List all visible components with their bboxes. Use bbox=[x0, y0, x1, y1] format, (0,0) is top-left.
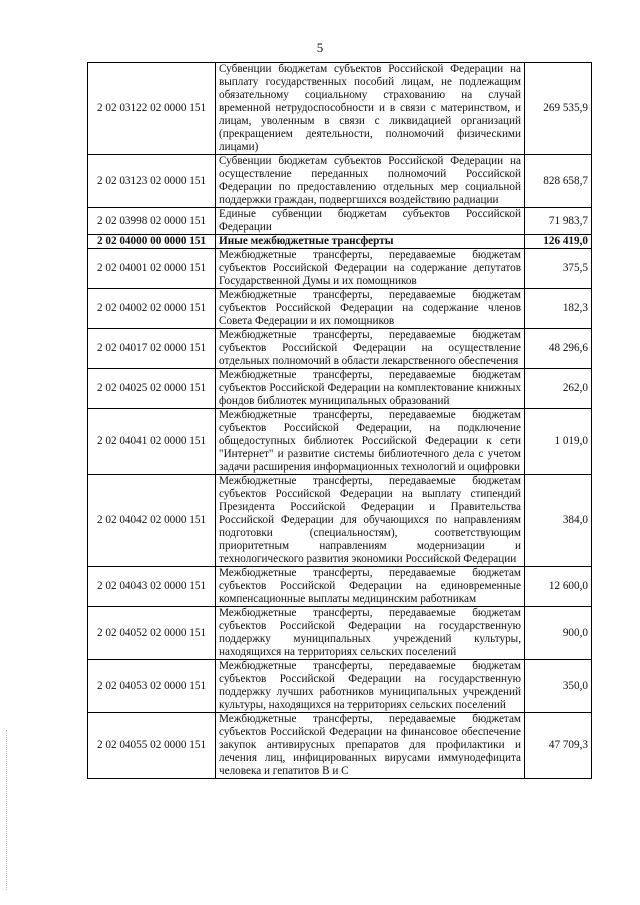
budget-revenue-table bbox=[87, 62, 592, 779]
amount-cell: 350,0 bbox=[525, 660, 592, 713]
budget-code-cell: 2 02 04042 02 0000 151 bbox=[88, 475, 216, 567]
table-row bbox=[88, 475, 592, 567]
budget-code-cell: 2 02 04001 02 0000 151 bbox=[88, 249, 216, 289]
description-cell: Межбюджетные трансферты, передаваемые бюджетам субъектов Российской Федерации на единовременные компенсационные выплаты медицинским работникам bbox=[216, 567, 525, 607]
table-row bbox=[88, 369, 592, 409]
page-number: 5 bbox=[316, 40, 324, 55]
amount-cell: 269 535,9 bbox=[525, 63, 592, 155]
table-row bbox=[88, 208, 592, 235]
table-row bbox=[88, 660, 592, 713]
table-row bbox=[88, 289, 592, 329]
table-row bbox=[88, 235, 592, 249]
description-cell: Единые субвенции бюджетам субъектов Российской Федерации bbox=[216, 208, 525, 235]
description-cell: Субвенции бюджетам субъектов Российской Федерации на осуществление переданных полномочий Российской Федерации по предоставлению отдельных мер социальной поддержки граждан, подвергшихся воздействию радиации bbox=[216, 155, 525, 208]
description-cell: Межбюджетные трансферты, передаваемые бюджетам субъектов Российской Федерации на финансовое обеспечение закупок антивирусных препаратов для профилактики и лечения лиц, инфицированных вирусами иммунодефицита человека и гепатитов В и С bbox=[216, 713, 525, 779]
budget-code-cell: 2 02 04000 00 0000 151 bbox=[88, 235, 216, 249]
table-row bbox=[88, 155, 592, 208]
table-row bbox=[88, 713, 592, 779]
budget-code-cell: 2 02 03998 02 0000 151 bbox=[88, 208, 216, 235]
amount-cell: 48 296,6 bbox=[525, 329, 592, 369]
table-row bbox=[88, 409, 592, 475]
budget-code-cell: 2 02 03123 02 0000 151 bbox=[88, 155, 216, 208]
description-cell: Межбюджетные трансферты, передаваемые бюджетам субъектов Российской Федерации на осуществление отдельных полномочий в области лекарственного обеспечения bbox=[216, 329, 525, 369]
amount-cell: 828 658,7 bbox=[525, 155, 592, 208]
table-row bbox=[88, 63, 592, 155]
budget-code-cell: 2 02 03122 02 0000 151 bbox=[88, 63, 216, 155]
description-cell: Межбюджетные трансферты, передаваемые бюджетам субъектов Российской Федерации на выплату стипендий Президента Российской Федерации и Правительства Российской Федерации для обучающихся по направлениям подготовки (специальностям), соответствующим приоритетным направлениям модернизации и технологического развития экономики Российской Федерации bbox=[216, 475, 525, 567]
amount-cell: 12 600,0 bbox=[525, 567, 592, 607]
table-row bbox=[88, 607, 592, 660]
budget-code-cell: 2 02 04052 02 0000 151 bbox=[88, 607, 216, 660]
amount-cell: 126 419,0 bbox=[525, 235, 592, 249]
amount-cell: 262,0 bbox=[525, 369, 592, 409]
table-row bbox=[88, 329, 592, 369]
amount-cell: 71 983,7 bbox=[525, 208, 592, 235]
budget-code-cell: 2 02 04002 02 0000 151 bbox=[88, 289, 216, 329]
description-cell: Межбюджетные трансферты, передаваемые бюджетам субъектов Российской Федерации на комплектование книжных фондов библиотек муниципальных образований bbox=[216, 369, 525, 409]
description-cell: Межбюджетные трансферты, передаваемые бюджетам субъектов Российской Федерации на государственную поддержку лучших работников муниципальных учреждений культуры, находящихся на территориях сельских поселений bbox=[216, 660, 525, 713]
amount-cell: 384,0 bbox=[525, 475, 592, 567]
description-cell: Межбюджетные трансферты, передаваемые бюджетам субъектов Российской Федерации на государственную поддержку муниципальных учреждений культуры, находящихся на территориях сельских поселений bbox=[216, 607, 525, 660]
description-cell: Субвенции бюджетам субъектов Российской Федерации на выплату государственных пособий лицам, не подлежащим обязательному социальному страхованию на случай временной нетрудоспособности и в связи с материнством, и лицам, уволенным в связи с ликвидацией организаций (прекращением деятельности, полномочий физическими лицами) bbox=[216, 63, 525, 155]
scan-margin-marks bbox=[6, 730, 9, 890]
budget-code-cell: 2 02 04041 02 0000 151 bbox=[88, 409, 216, 475]
amount-cell: 1 019,0 bbox=[525, 409, 592, 475]
amount-cell: 47 709,3 bbox=[525, 713, 592, 779]
budget-code-cell: 2 02 04053 02 0000 151 bbox=[88, 660, 216, 713]
description-cell: Межбюджетные трансферты, передаваемые бюджетам субъектов Российской Федерации, на подключение общедоступных библиотек Российской Федерации к сети "Интернет" и развитие системы библиотечного дела с учетом задачи расширения информационных технологий и оцифровки bbox=[216, 409, 525, 475]
budget-code-cell: 2 02 04017 02 0000 151 bbox=[88, 329, 216, 369]
budget-code-cell: 2 02 04043 02 0000 151 bbox=[88, 567, 216, 607]
amount-cell: 900,0 bbox=[525, 607, 592, 660]
amount-cell: 375,5 bbox=[525, 249, 592, 289]
table-row bbox=[88, 249, 592, 289]
amount-cell: 182,3 bbox=[525, 289, 592, 329]
budget-code-cell: 2 02 04055 02 0000 151 bbox=[88, 713, 216, 779]
table-row bbox=[88, 567, 592, 607]
description-cell: Межбюджетные трансферты, передаваемые бюджетам субъектов Российской Федерации на содержание депутатов Государственной Думы и их помощников bbox=[216, 249, 525, 289]
description-cell: Иные межбюджетные трансферты bbox=[216, 235, 525, 249]
budget-code-cell: 2 02 04025 02 0000 151 bbox=[88, 369, 216, 409]
description-cell: Межбюджетные трансферты, передаваемые бюджетам субъектов Российской Федерации на содержание членов Совета Федерации и их помощников bbox=[216, 289, 525, 329]
